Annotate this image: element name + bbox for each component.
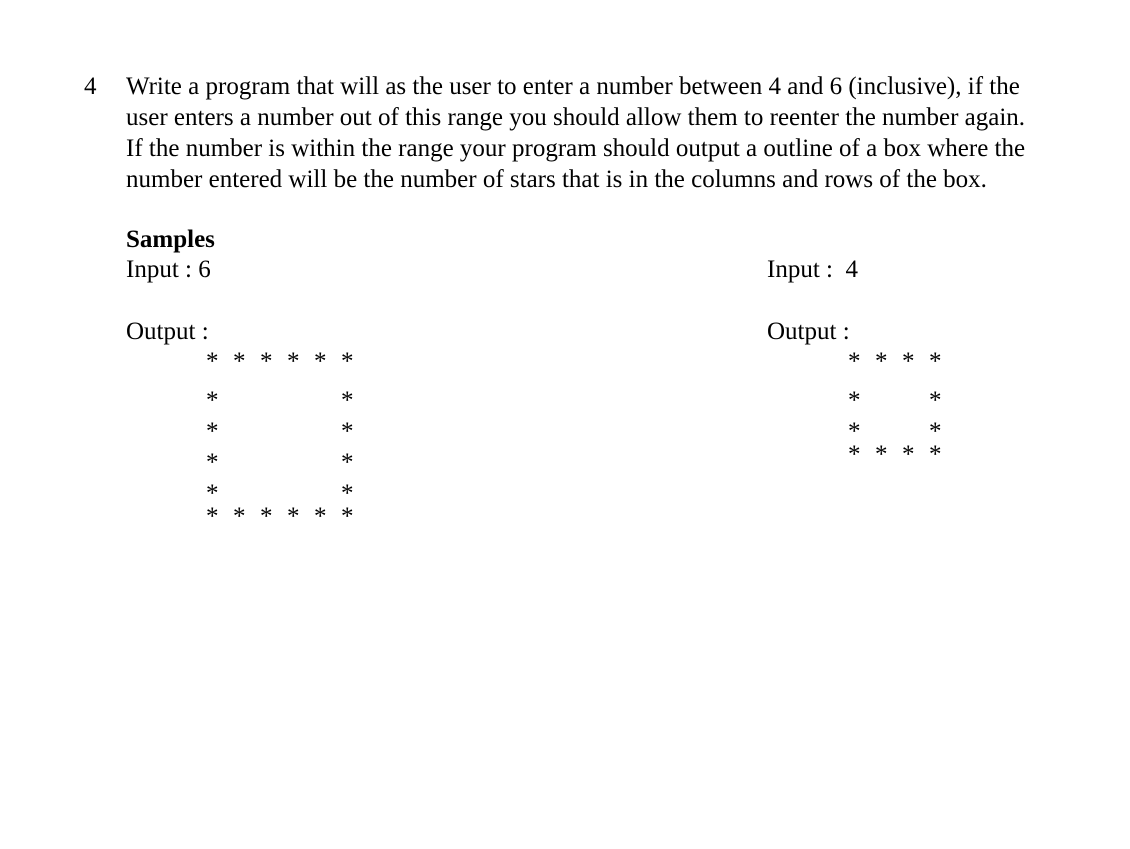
blank-cell	[260, 408, 287, 439]
star-row	[848, 346, 956, 377]
star-cell: *	[341, 503, 354, 530]
star-row	[206, 501, 368, 532]
question-line: Write a program that will as the user to enter a number between 4 and 6 (inclusive), if the	[126, 73, 1020, 100]
star-cell: *	[875, 348, 888, 375]
star-cell: *	[341, 480, 354, 507]
question-line: If the number is within the range your program should output a outline of a box where the	[126, 135, 1026, 162]
star-cell: *	[848, 418, 861, 445]
star-row	[206, 377, 368, 414]
blank-cell	[902, 377, 929, 408]
blank-cell	[875, 377, 902, 408]
star-cell: *	[206, 348, 219, 375]
left-input-label: Input : 6	[126, 256, 211, 283]
star-cell: *	[341, 387, 354, 414]
blank-cell	[287, 439, 314, 470]
blank-cell	[260, 377, 287, 408]
samples-heading: Samples	[126, 226, 215, 253]
star-cell: *	[260, 503, 273, 530]
star-row	[848, 377, 956, 414]
star-cell: *	[287, 348, 300, 375]
blank-cell	[287, 408, 314, 439]
star-cell: *	[902, 441, 915, 468]
star-row	[206, 408, 368, 445]
star-cell: *	[902, 348, 915, 375]
left-output-box	[206, 346, 368, 532]
star-cell: *	[848, 348, 861, 375]
star-cell: *	[260, 348, 273, 375]
blank-cell	[287, 377, 314, 408]
blank-cell	[875, 408, 902, 439]
blank-cell	[233, 439, 260, 470]
question-text	[126, 71, 1101, 195]
blank-cell	[314, 439, 341, 470]
question-line: user enters a number out of this range you should allow them to reenter the number again.	[126, 104, 1026, 131]
star-cell: *	[341, 348, 354, 375]
blank-cell	[314, 377, 341, 408]
blank-cell	[902, 408, 929, 439]
star-cell: *	[929, 441, 942, 468]
star-cell: *	[848, 441, 861, 468]
star-cell: *	[929, 387, 942, 414]
star-cell: *	[206, 387, 219, 414]
star-row	[848, 408, 956, 445]
blank-cell	[314, 470, 341, 501]
star-row	[206, 439, 368, 476]
question-line: number entered will be the number of stars that is in the columns and rows of the box.	[126, 166, 987, 193]
blank-cell	[233, 377, 260, 408]
star-cell: *	[314, 503, 327, 530]
star-cell: *	[233, 503, 246, 530]
star-row	[206, 470, 368, 507]
star-cell: *	[848, 387, 861, 414]
star-cell: *	[233, 348, 246, 375]
blank-cell	[314, 408, 341, 439]
left-output-label: Output :	[126, 318, 209, 345]
star-row	[206, 346, 368, 377]
blank-cell	[260, 439, 287, 470]
star-cell: *	[206, 449, 219, 476]
star-cell: *	[314, 348, 327, 375]
right-input-label: Input : 4	[767, 256, 858, 283]
star-row	[848, 439, 956, 470]
question-number: 4	[84, 73, 97, 100]
blank-cell	[260, 470, 287, 501]
right-output-box	[848, 346, 956, 470]
blank-cell	[233, 408, 260, 439]
star-cell: *	[929, 348, 942, 375]
star-cell: *	[206, 503, 219, 530]
star-cell: *	[287, 503, 300, 530]
star-cell: *	[875, 441, 888, 468]
blank-cell	[233, 470, 260, 501]
star-cell: *	[341, 418, 354, 445]
star-cell: *	[341, 449, 354, 476]
star-cell: *	[206, 418, 219, 445]
right-output-label: Output :	[767, 318, 850, 345]
star-cell: *	[929, 418, 942, 445]
star-cell: *	[206, 480, 219, 507]
blank-cell	[287, 470, 314, 501]
